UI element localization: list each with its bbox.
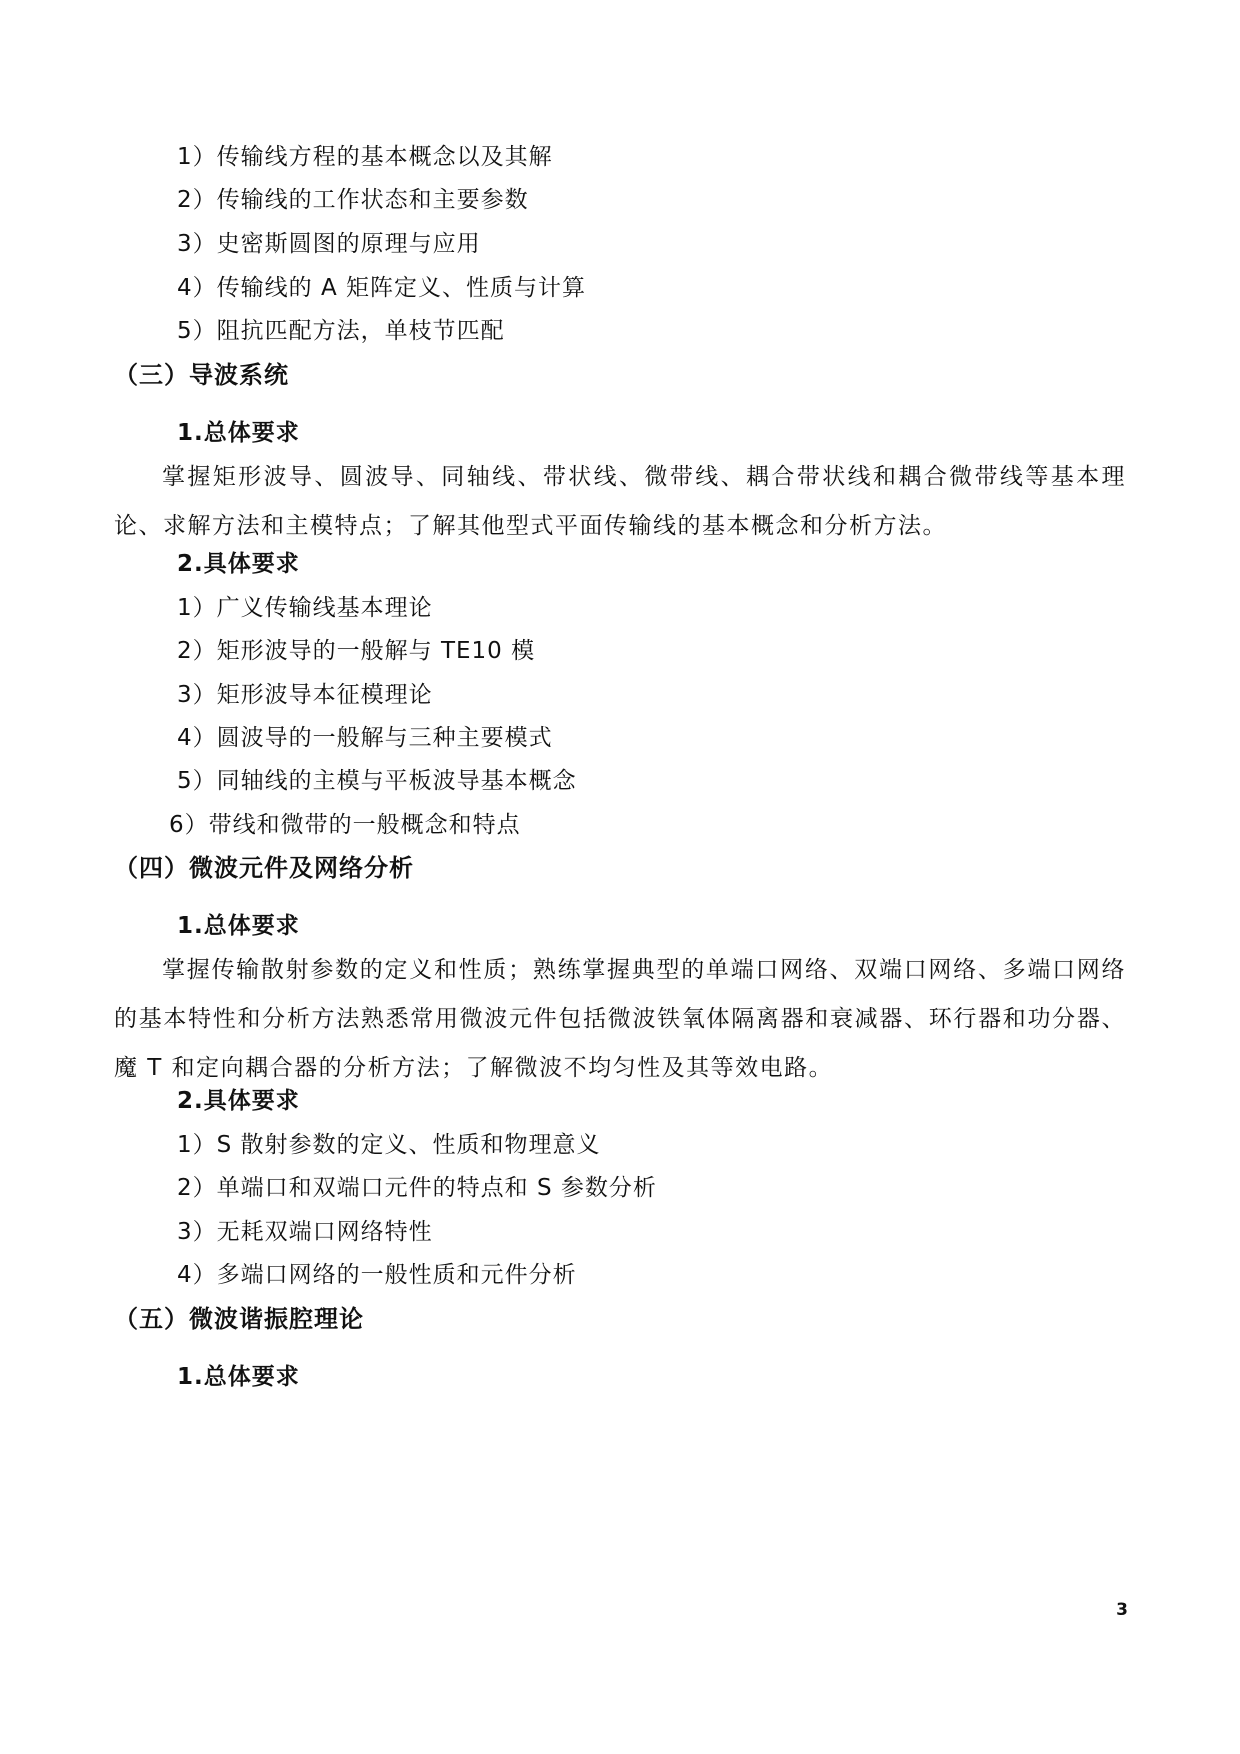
list-item: 2）传输线的工作状态和主要参数 [177,187,529,213]
list-item: 3）矩形波导本征模理论 [177,682,433,708]
subsection-heading: 1.总体要求 [177,913,300,939]
list-item: 5）同轴线的主模与平板波导基本概念 [177,768,577,794]
section-heading: （五）微波谐振腔理论 [114,1305,364,1333]
list-item: 4）圆波导的一般解与三种主要模式 [177,725,553,751]
list-item: 5）阻抗匹配方法，单枝节匹配 [177,318,505,344]
list-item: 1）S 散射参数的定义、性质和物理意义 [177,1132,601,1158]
list-item: 3）史密斯圆图的原理与应用 [177,231,481,257]
subsection-heading: 2.具体要求 [177,1088,300,1114]
section-heading: （四）微波元件及网络分析 [114,854,414,882]
subsection-heading: 2.具体要求 [177,551,300,577]
list-item: 6）带线和微带的一般概念和特点 [169,812,521,838]
paragraph: 掌握矩形波导、圆波导、同轴线、带状线、微带线、耦合带状线和耦合微带线等基本理论、求解方法和主模特点；了解其他型式平面传输线的基本概念和分析方法。 [114,464,1126,539]
list-item: 3）无耗双端口网络特性 [177,1219,433,1245]
list-item: 2）单端口和双端口元件的特点和 S 参数分析 [177,1175,657,1201]
page-number: 3 [1116,1600,1128,1620]
paragraph: 掌握传输散射参数的定义和性质；熟练掌握典型的单端口网络、双端口网络、多端口网络的基本特性和分析方法熟悉常用微波元件包括微波铁氧体隔离器和衰减器、环行器和功分器、魔 T 和定向耦合器的分析方法；了解微波不均匀性及其等效电路。 [114,957,1126,1081]
list-item: 2）矩形波导的一般解与 TE10 模 [177,638,536,664]
subsection-heading: 1.总体要求 [177,420,300,446]
section-heading: （三）导波系统 [114,361,289,389]
list-item: 1）传输线方程的基本概念以及其解 [177,144,553,170]
list-item: 4）传输线的 A 矩阵定义、性质与计算 [177,275,586,301]
subsection-heading: 1.总体要求 [177,1364,300,1390]
list-item: 4）多端口网络的一般性质和元件分析 [177,1262,577,1288]
list-item: 1）广义传输线基本理论 [177,595,433,621]
